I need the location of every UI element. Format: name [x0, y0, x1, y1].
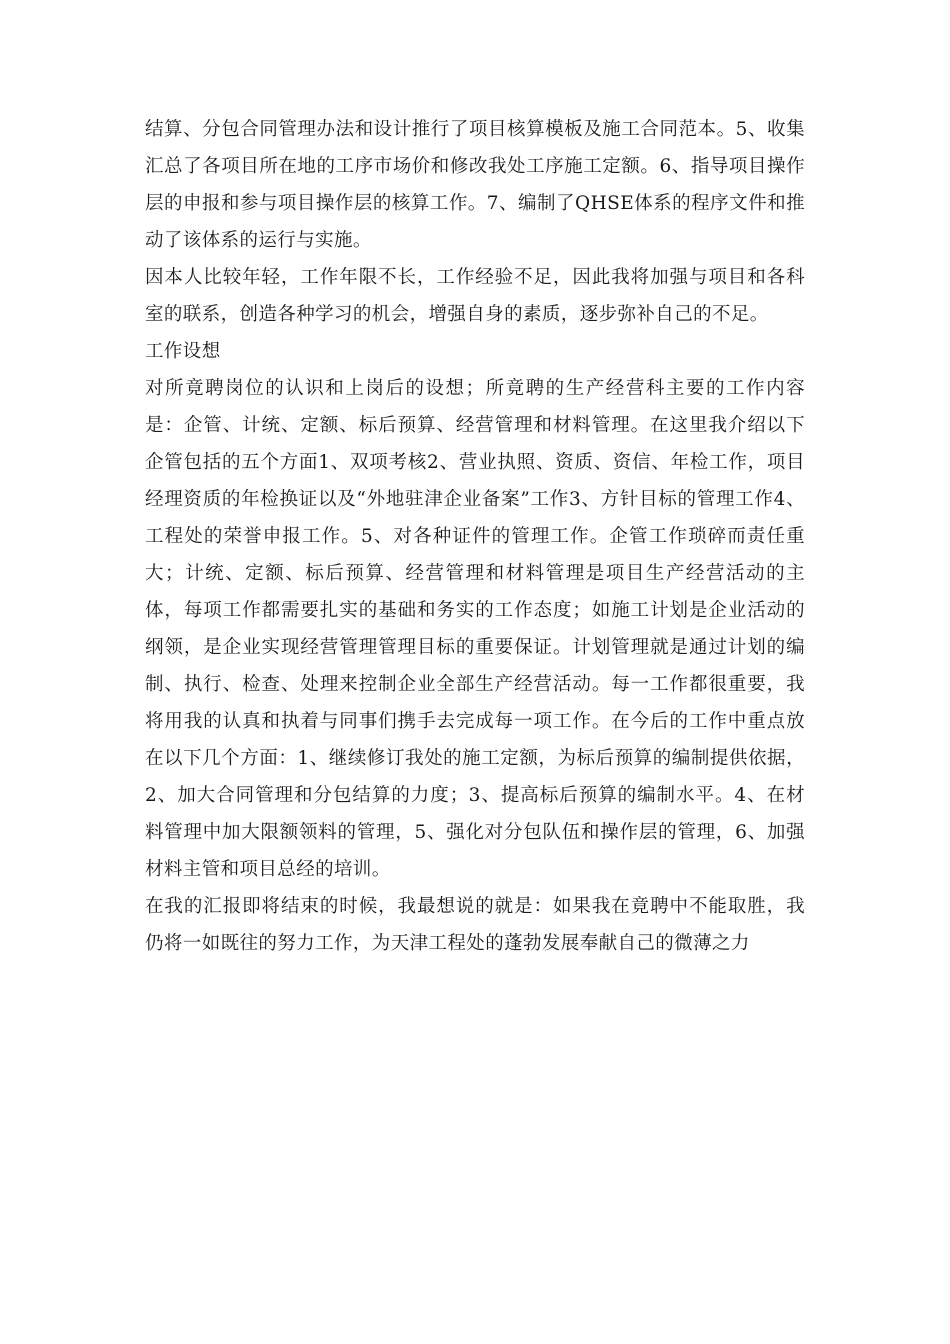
- paragraph-work-summary: 结算、分包合同管理办法和设计推行了项目核算模板及施工合同范本。5、收集汇总了各项目所在地的工序市场价和修改我处工序施工定额。6、指导项目操作层的申报和参与项目操作层的核算工作。7、编制了QHSE体系的程序文件和推动了该体系的运行与实施。: [145, 119, 805, 251]
- paragraph-conclusion: 在我的汇报即将结束的时候，我最想说的就是：如果我在竟聘中不能取胜，我仍将一如既往的努力工作，为天津工程处的蓬勃发展奉献自己的微薄之力: [145, 896, 805, 954]
- paragraph-self-assessment: 因本人比较年轻，工作年限不长，工作经验不足，因此我将加强与项目和各科室的联系，创造各种学习的机会，增强自身的素质，逐步弥补自己的不足。: [145, 267, 805, 325]
- document-body: [145, 111, 805, 962]
- section-heading: 工作设想: [145, 341, 221, 362]
- paragraph-work-plan: 对所竟聘岗位的认识和上岗后的设想；所竟聘的生产经营科主要的工作内容是：企管、计统、定额、标后预算、经营管理和材料管理。在这里我介绍以下企管包括的五个方面1、双项考核2、营业执照、资质、资信、年检工作，项目经理资质的年检换证以及“外地驻津企业备案”工作3、方针目标的管理工作4、工程处的荣誉申报工作。5、对各种证件的管理工作。企管工作琐碎而责任重大；计统、定额、标后预算、经营管理和材料管理是项目生产经营活动的主体，每项工作都需要扎实的基础和务实的工作态度；如施工计划是企业活动的纲领，是企业实现经营管理管理目标的重要保证。计划管理就是通过计划的编制、执行、检查、处理来控制企业全部生产经营活动。每一工作都很重要，我将用我的认真和执着与同事们携手去完成每一项工作。在今后的工作中重点放在以下几个方面：1、继续修订我处的施工定额，为标后预算的编制提供依据，2、加大合同管理和分包结算的力度；3、提高标后预算的编制水平。4、在材料管理中加大限额领料的管理，5、强化对分包队伍和操作层的管理，6、加强材料主管和项目总经的培训。: [145, 378, 805, 880]
